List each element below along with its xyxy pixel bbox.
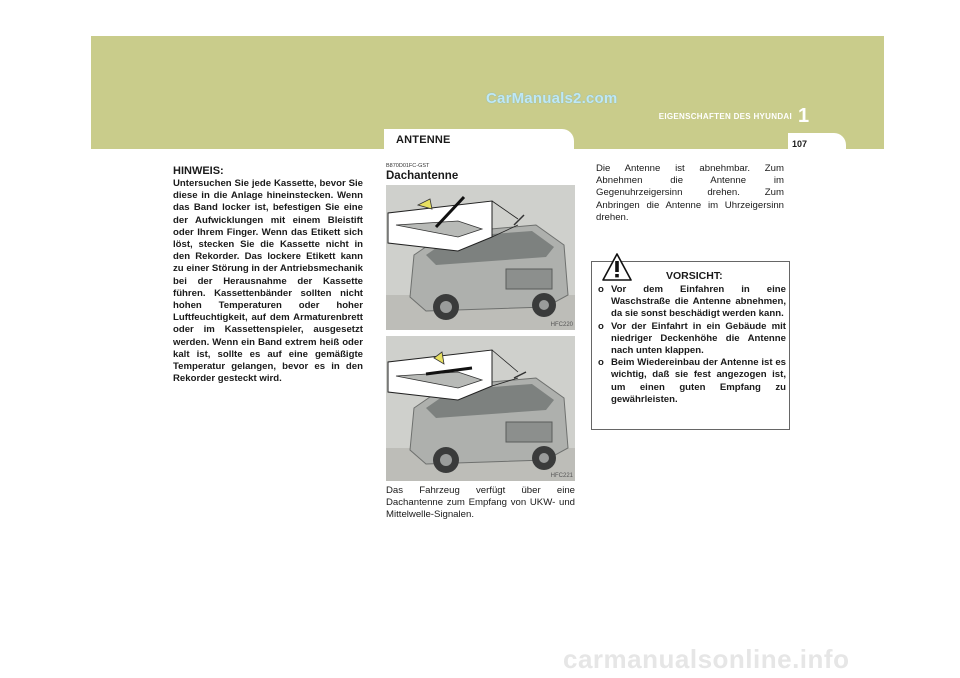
car-illustration-1 [386, 185, 575, 330]
warning-item [598, 357, 786, 406]
section-code: B870D01FC-GST [386, 163, 430, 169]
page-number-tab [788, 133, 846, 155]
bullet-marker: o [598, 284, 604, 295]
figure-label-2: HFC221 [550, 473, 573, 479]
dachantenne-description: Das Fahrzeug verfügt über eine Dachantenne zum Empfang von UKW- und Mittelwelle-Signalen. [386, 485, 575, 521]
warning-title: VORSICHT: [666, 270, 723, 282]
watermark-carmanualsonline[interactable]: carmanualsonline.info [563, 644, 850, 674]
section-title: ANTENNE [396, 134, 451, 146]
removal-column [596, 163, 784, 224]
warning-box [591, 261, 790, 430]
chapter-number: 1 [798, 105, 810, 127]
dachantenne-column [386, 163, 575, 522]
warning-item-text: Vor der Einfahrt in ein Gebäude mit niedriger Deckenhöhe die Antenne nach unten klappen. [611, 320, 786, 357]
car-illustration-2 [386, 336, 575, 481]
warning-triangle-icon [602, 253, 632, 281]
page-number: 107 [792, 139, 808, 149]
hinweis-column [173, 165, 363, 385]
dachantenne-heading: Dachantenne [386, 170, 459, 182]
bullet-marker: o [598, 357, 604, 369]
hinweis-heading: HINWEIS: [173, 165, 224, 177]
removal-instructions: Die Antenne ist abnehmbar. Zum Abnehmen die Antenne im Gegenuhrzeigersinn drehen. Zum Anbringen die Antenne im Uhrzeigersinn drehen. [596, 163, 784, 223]
warning-item [598, 321, 786, 358]
warning-item-text: Beim Wiedereinbau der Antenne ist es wichtig, daß sie fest angezogen ist, um einen guten Empfang zu gewährleisten. [611, 357, 786, 405]
bullet-marker: o [598, 320, 604, 332]
warning-item-text: Vor dem Einfahren in eine Waschstraße die Antenne abnehmen, da sie sonst beschädigt werden kann. [611, 284, 786, 320]
section-tab [384, 129, 574, 153]
hinweis-body: Untersuchen Sie jede Kassette, bevor Sie diese in die Anlage hineinstecken. Wenn das Band locker ist, befestigen Sie eine der Aufwicklungen mit einem Bleistift oder Ihrem Finger. Wenn das Etikett sich löst, stecken Sie die Kassette nicht in den Rekorder. Das lockere Etikett kann zu einer Störung in der Antriebsmechanik bei der Herausnahme der Kassette führen. Kassettenbänder sollten nicht hohen Temperaturen oder hoher Luftfeuchtigkeit, auf dem Armaturenbrett oder im Kassettenspieler, ausgesetzt werden. Wenn ein Band extrem heiß oder kalt ist, sollte es auf eine gemäßigte Temperatur gelangen, bevor es in den Rekorder gesteckt wird. [173, 178, 363, 385]
figure-antenne-folding [386, 336, 575, 481]
watermark-carmanuals2[interactable]: CarManuals2.com [486, 90, 618, 107]
warning-list [598, 284, 786, 406]
chapter-title: EIGENSCHAFTEN DES HYUNDAI [658, 112, 792, 121]
figure-antenne-removal [386, 185, 575, 330]
figure-label-1: HFC220 [550, 322, 573, 328]
warning-item [598, 284, 786, 321]
